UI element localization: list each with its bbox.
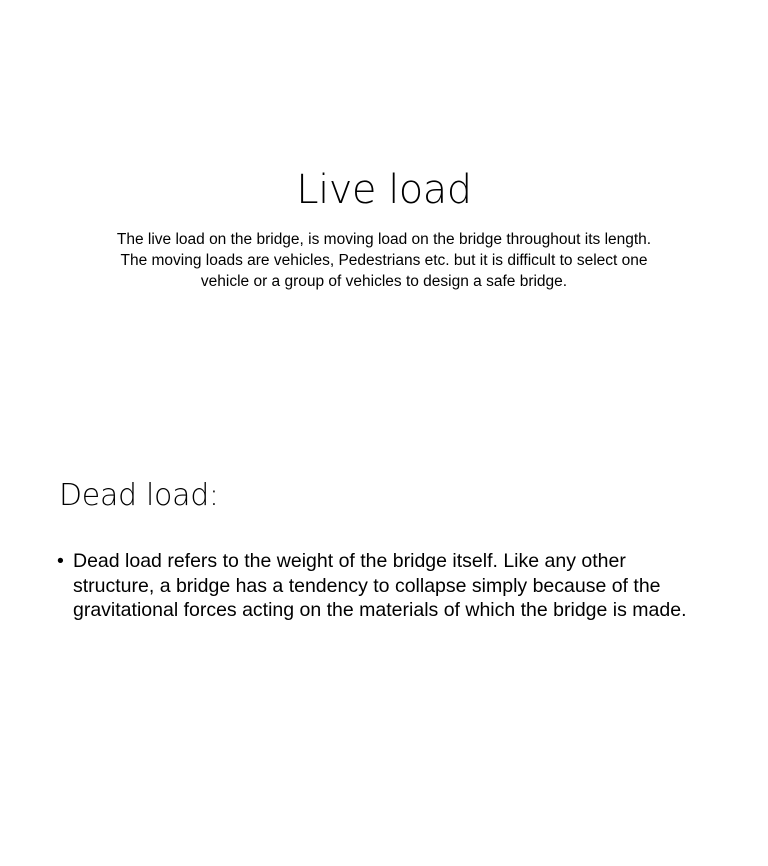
bullet-item <box>57 549 707 623</box>
bullet-icon: • <box>57 550 64 572</box>
bullet-list <box>57 549 707 623</box>
slide-subtitle: The live load on the bridge, is moving load on the bridge throughout its length. The moving loads are vehicles, Pedestrians etc. but it is difficult to select one vehicle or a group of vehicles to design a safe bridge. <box>116 231 652 290</box>
slide-dead-load <box>0 433 768 866</box>
bullet-text: Dead load refers to the weight of the bridge itself. Like any other structure, a bridge has a tendency to collapse simply because of the gravitational forces acting on the materials of which the bridge is made. <box>73 550 687 621</box>
slide-heading: Dead load: <box>59 478 219 513</box>
slide-title: Live load <box>296 167 472 213</box>
